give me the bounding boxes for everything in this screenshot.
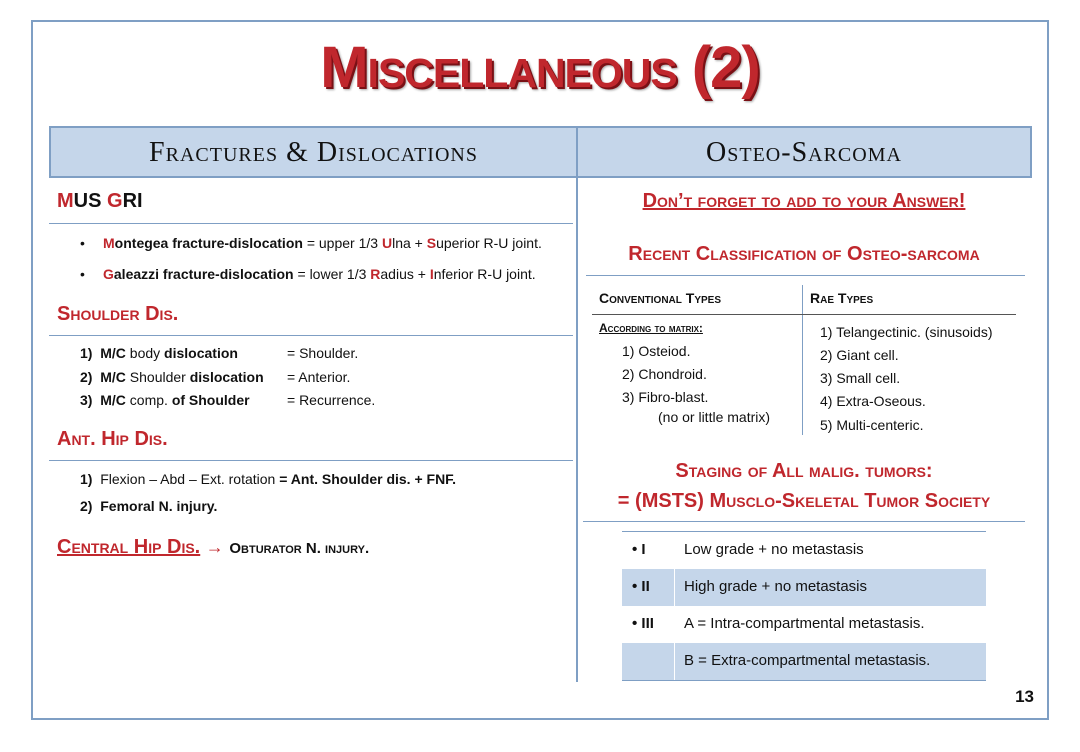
list-item: 1) Osteiod. — [622, 343, 691, 359]
list-item: 1) M/C body dislocation — [80, 345, 238, 361]
divider-line — [49, 335, 573, 336]
staging-heading: Staging of All malig. tumors: — [675, 460, 933, 482]
list-item: 3) Small cell. — [820, 370, 901, 386]
list-item: 3) M/C comp. of Shoulder — [80, 392, 250, 408]
list-item-note: (no or little matrix) — [658, 409, 771, 425]
table-row: • III A = Intra-compartmental metastasis. — [632, 615, 925, 632]
divider-line — [583, 521, 1025, 522]
rare-types-heading: Rae Types — [810, 290, 874, 306]
reminder-heading: Don’t forget to add to your Answer! — [642, 190, 966, 212]
classification-heading: Recent Classification of Osteo-sarcoma — [628, 243, 980, 265]
list-item-value: = Anterior. — [287, 369, 351, 385]
ant-hip-dis-heading: Ant. Hip Dis. — [57, 428, 168, 450]
list-item: 1) Telangectinic. (sinusoids) — [820, 324, 993, 340]
table-bottom-border — [622, 680, 986, 681]
table-divider — [802, 285, 803, 435]
list-item: 3) Fibro-blast. — [622, 389, 709, 405]
shoulder-dis-heading: Shoulder Dis. — [57, 303, 179, 325]
list-item-value: = Recurrence. — [287, 392, 376, 408]
divider-line — [586, 275, 1025, 276]
matrix-subheading: According to matrix: — [599, 321, 703, 335]
divider-line — [592, 314, 1016, 315]
right-column-header: Osteo-Sarcoma — [576, 126, 1032, 178]
page-number: 13 — [1015, 687, 1034, 706]
list-item: 2) Chondroid. — [622, 366, 707, 382]
list-item-value: = Shoulder. — [287, 345, 359, 361]
staging-subheading: = (MSTS) Musclo-Skeletal Tumor Society — [617, 490, 991, 512]
page-title: Miscellaneous (2) — [320, 35, 760, 100]
list-item: • Galeazzi fracture-dislocation = lower 1/3 Radius + Inferior R-U joint. — [80, 266, 536, 282]
left-column-header: Fractures & Dislocations — [49, 126, 578, 178]
list-item: 2) M/C Shoulder dislocation — [80, 369, 264, 385]
conventional-types-heading: Conventional Types — [599, 290, 722, 306]
divider-line — [49, 460, 573, 461]
divider-line — [49, 223, 573, 224]
table-row: • II High grade + no metastasis — [622, 569, 986, 606]
mus-gri-heading: MUS GRI — [57, 190, 143, 212]
list-item: 5) Multi-centeric. — [820, 417, 924, 433]
list-item: • Montegea fracture-dislocation = upper 1/3 Ulna + Superior R-U joint. — [80, 235, 542, 251]
list-item: 4) Extra-Oseous. — [820, 393, 926, 409]
list-item: 2) Giant cell. — [820, 347, 899, 363]
table-row: B = Extra-compartmental metastasis. — [622, 643, 986, 680]
central-hip-dis: Central Hip Dis. → Obturator N. injury. — [57, 536, 370, 558]
table-column-gap — [674, 532, 675, 680]
list-item: 1) Flexion – Abd – Ext. rotation = Ant. Shoulder dis. + FNF. — [80, 471, 457, 487]
list-item: 2) Femoral N. injury. — [80, 498, 218, 514]
table-row: • I Low grade + no metastasis — [632, 541, 864, 558]
